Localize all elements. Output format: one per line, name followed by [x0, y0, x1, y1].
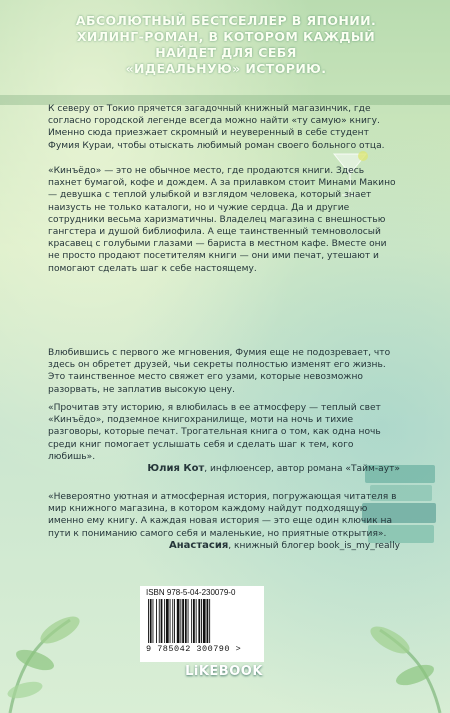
publisher-logo: LiKEBOOK	[185, 664, 263, 679]
plant-illustration-right	[330, 600, 450, 713]
quote-author: Анастасия	[169, 539, 229, 551]
blurb-line: НАЙДЕТ ДЛЯ СЕБЯ	[155, 45, 297, 60]
quote-author: Юлия Кот	[147, 463, 205, 475]
paragraph-text: «Кинъёдо» — это не обычное место, где продаются книги. Здесь пахнет бумагой, кофе и дождем. А за прилавком стоит Минами Макино — девушка с теплой улыбкой и взглядом человека, который знает наизусть не только каталоги, но и чужие сердца. Да и другие сотрудники весьма харизматичны. Владелец магазина с внешностью гангстера и душой библиофила. А еще таинственный темноволосый красавец с голубыми глазами — бариста в местном кафе. Вместе они не просто продают посетителям книги — они ими печат, утешают и помогают сделать шаг к себе настоящему.	[48, 166, 396, 274]
barcode-panel	[140, 586, 264, 662]
review-quote	[48, 491, 400, 552]
review-quote	[48, 402, 400, 475]
synopsis-paragraph	[48, 347, 400, 396]
synopsis-paragraph	[48, 165, 400, 275]
quote-attribution	[48, 463, 400, 475]
quote-attribution	[48, 540, 400, 552]
barcode-digits: 9 785042 300790 >	[146, 644, 242, 654]
plant-illustration-left	[0, 560, 120, 713]
headline-blurb	[26, 13, 426, 77]
quote-text: «Прочитав эту историю, я влюбилась в ее атмосферу — теплый свет «Кинъёдо», подземное книгохранилище, моти на ночь и тихие разговоры, которые печат. Трогательная книга о том, как одна ночь среди книг помогает услышать себя и сделать шаг к тем, кого любишь».	[48, 403, 381, 462]
quote-author-role: , книжный блогер book_is_my_really	[228, 540, 400, 551]
quote-author-role: , инфлюенсер, автор романа «Тайм-аут»	[204, 464, 400, 475]
blurb-line: АБСОЛЮТНЫЙ БЕСТСЕЛЛЕР В ЯПОНИИ.	[75, 13, 377, 28]
paragraph-text: К северу от Токио прячется загадочный книжный магазинчик, где согласно городской легенде всегда можно найти «ту самую» книгу. Именно сюда приезжает скромный и неуверенный в себе студент Фумия Кураи, чтобы отыскать любимый роман своего больного отца.	[48, 104, 385, 151]
blurb-line: ХИЛИНГ-РОМАН, В КОТОРОМ КАЖДЫЙ	[76, 29, 376, 44]
barcode-image	[146, 599, 246, 643]
synopsis-paragraph	[48, 103, 400, 152]
quote-text: «Невероятно уютная и атмосферная история, погружающая читателя в мир книжного магазина, в котором каждому найдут подходящую именно ему книгу. А каждая новая история — это еще один ключик на пути к пониманию самого себя и маленькие, но приятные открытия».	[48, 492, 397, 539]
blurb-line: «ИДЕАЛЬНУЮ» ИСТОРИЮ.	[125, 61, 327, 76]
paragraph-text: Влюбившись с первого же мгновения, Фумия еще не подозревает, что здесь он обретет друзей, чьи секреты полностью изменят его жизнь. Это таинственное место свяжет его узами, которые невозможно разорвать, не заплатив высокую цену.	[48, 348, 391, 395]
isbn-label: ISBN 978-5-04-230079-0	[146, 588, 236, 597]
